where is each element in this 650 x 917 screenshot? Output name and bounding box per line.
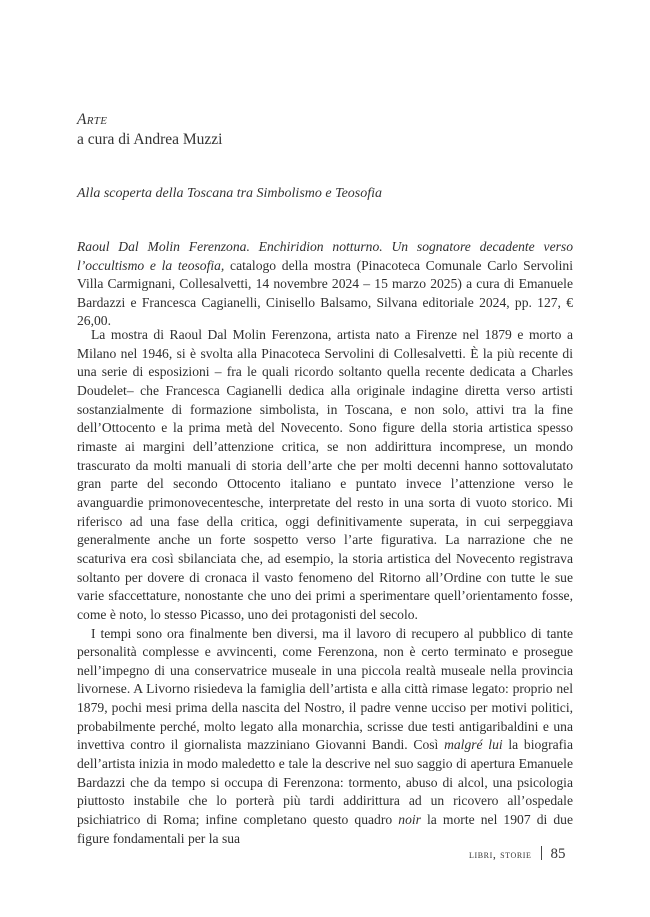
p2-italic-noir: noir bbox=[398, 812, 421, 828]
p2-text-a: I tempi sono ora finalmente ben diversi, ma il lavoro di recupero al pubblico di tante personalità complesse e avvincenti, come Ferenzona, non è certo terminato e prosegue nell’impegno di una conservatrice museale in una piccola realtà museale nella provincia livornese. A Livorno risiedeva la famiglia dell’artista e alla città rimase legato: proprio nel 1879, pochi mesi prima della nascita del Nostro, il padre venne ucciso per motivi politici, probabilmente perché, molto legato alla monarchia, scrisse due testi antigaribaldini e una invettiva contro il giornalista mazziniano Giovanni Bandi. Così bbox=[77, 625, 573, 753]
running-footer-label: libri, storie bbox=[469, 847, 532, 861]
body-paragraph-2 bbox=[77, 625, 573, 849]
page-number: 85 bbox=[550, 846, 566, 862]
footer-divider bbox=[541, 846, 542, 860]
section-title: Arte bbox=[77, 111, 108, 128]
section-editor: a cura di Andrea Muzzi bbox=[77, 131, 223, 148]
bibliography-book-title: Raoul Dal Molin Ferenzona. Enchiridion notturno. Un sognatore decadente verso l’occultismo e la teosofia, bbox=[77, 239, 573, 273]
page-footer bbox=[469, 846, 566, 863]
article-title: Alla scoperta della Toscana tra Simbolismo e Teosofia bbox=[77, 186, 383, 201]
bibliography-entry bbox=[77, 238, 573, 331]
p2-italic-malgre-lui: malgré lui bbox=[444, 737, 503, 753]
p2-text-c: la morte nel 1907 di due figure fondamentali per la sua bbox=[77, 812, 574, 846]
bibliography-details: catalogo della mostra (Pinacoteca Comunale Carlo Servolini Villa Carmignani, Collesalvetti, 14 novembre 2024 – 15 marzo 2025) a cura di Emanuele Bardazzi e Francesca Cagianelli, Cinisello Balsamo, Silvana editoriale 2024, pp. 127, € 26,00. bbox=[77, 257, 573, 329]
p2-text-b: la biografia dell’artista inizia in modo maledetto e tale la descrive nel suo saggio di apertura Emanuele Bardazzi che da tempo si occupa di Ferenzona: tormento, abuso di alcol, una psicologia piuttosto instabile che lo porterà più tardi addirittura ad un ricovero all’ospedale psichiatrico di Roma; infine completano questo quadro bbox=[77, 737, 573, 828]
article-body bbox=[77, 326, 573, 848]
body-paragraph-1: La mostra di Raoul Dal Molin Ferenzona, artista nato a Firenze nel 1879 e morto a Milano nel 1946, si è svolta alla Pinacoteca Servolini di Collesalvetti. È la più recente di una serie di esposizioni – fra le quali ricordo soltanto quella recente dedicata a Charles Doudelet– che Francesca Cagianelli dedica alla originale indagine diretta verso artisti sostanzialmente di formazione simbolista, in Toscana, e non solo, attivi tra la fine dell’Ottocento e la prima metà del Novecento. Sono figure della storia artistica spesso rimaste ai margini dell’attenzione critica, se non addirittura incomprese, un mondo trascurato da molti manuali di storia dell’arte che per molti decenni hanno sottovalutato gran parte del secondo Ottocento italiano e puntato invece l’attenzione verso le avanguardie primonovecentesche, interpretate del resto in una sorta di vuoto storico. Mi riferisco ad una fase della critica, oggi definitivamente superata, in cui serpeggiava generalmente anche un forte sospetto verso l’arte figurativa. La narrazione che ne scaturiva era così sbilanciata che, ad esempio, la storia artistica del Novecento registrava soltanto per dovere di cronaca il vasto fenomeno del Ritorno all’Ordine con tutte le sue varie sfaccettature, nonostante che uno dei primi a sperimentare quell’orientamento fosse, come è noto, lo stesso Picasso, uno dei protagonisti del secolo. bbox=[77, 327, 573, 622]
